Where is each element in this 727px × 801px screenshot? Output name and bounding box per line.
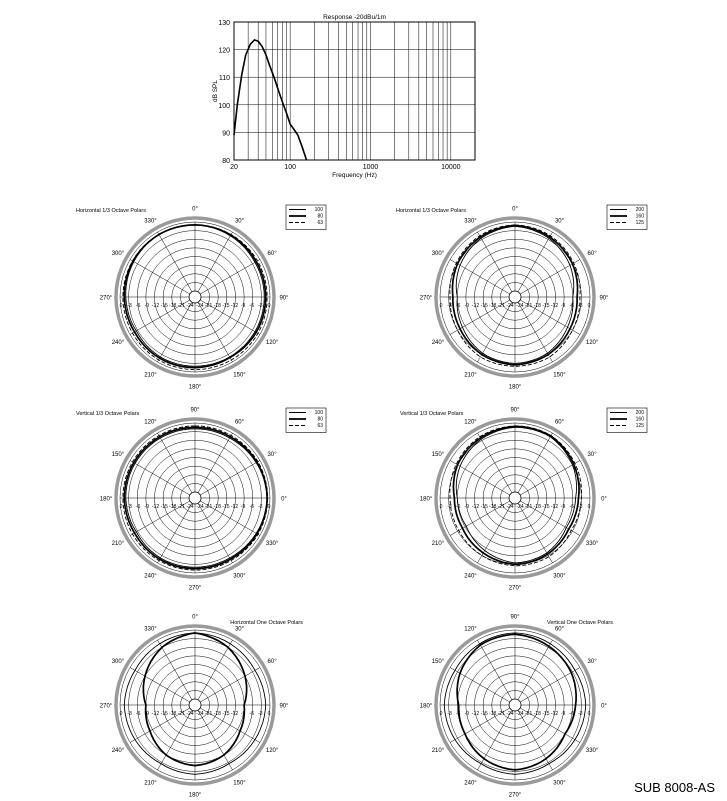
polar-angle-label: 300°	[431, 251, 445, 257]
polar-radial-label-right: -3	[578, 711, 583, 717]
polar-legend-label: 125	[635, 423, 644, 429]
polar-radial-label-left: -15	[480, 303, 488, 309]
polar-radial-label-right: -12	[230, 504, 239, 510]
polar-angle-label: 60°	[234, 419, 245, 426]
polar-angle-label: 120°	[265, 340, 279, 346]
x-tick-label: 20	[230, 164, 238, 171]
polar-legend-label: 160	[635, 416, 644, 423]
polar-radial-label-right: -12	[550, 303, 559, 309]
polar-spoke	[198, 433, 233, 493]
polar-angle-label: 60°	[267, 251, 277, 257]
polar-angle-label: 270°	[419, 295, 433, 302]
polar-radial-label-left: -9	[464, 303, 470, 309]
polar-radial-label-right: -15	[542, 303, 550, 309]
polar-radial-label-left: -15	[480, 711, 488, 717]
polar-radial-label-left: -6	[456, 303, 461, 309]
polar-radial-label-right: -15	[222, 711, 230, 717]
polar-title: Vertical 1/3 Octave Polars	[400, 411, 464, 417]
polar-spoke	[520, 260, 580, 295]
polar-radial-label-right: -15	[542, 504, 550, 510]
polar-angle-label: 240°	[464, 780, 477, 787]
polar-angle-label: 270°	[508, 585, 522, 592]
polar-angle-label: 90°	[190, 407, 200, 414]
polar-angle-label: 210°	[111, 541, 125, 547]
polar-legend-label: 200	[635, 410, 644, 416]
polar-radial-label-left: -6	[136, 711, 141, 717]
polar-spoke	[478, 503, 513, 563]
polar-angle-label: 120°	[585, 340, 599, 346]
polar-radial-label-left: -3	[127, 711, 132, 717]
polar-angle-label: 330°	[144, 626, 157, 633]
polar-radial-label-left: -21	[177, 303, 185, 309]
polar-center-ring	[189, 699, 201, 711]
polar-angle-label: 60°	[587, 251, 597, 257]
polar-radial-label-right: -6	[569, 303, 574, 309]
polar-angle-label: 150°	[233, 780, 246, 787]
polar-radial-label-left: -12	[471, 504, 480, 510]
polar-radial-label-right: -18	[213, 711, 221, 717]
polar-radial-label-left: -15	[160, 711, 168, 717]
x-tick-label: 1000	[362, 164, 379, 171]
polar-radial-label-right: 0	[267, 711, 271, 717]
polar-radial-label-left: -24	[186, 711, 194, 717]
polar-angle-label: 90°	[599, 295, 609, 302]
polar-radial-label-left: -18	[169, 303, 177, 309]
polar-spoke	[130, 668, 190, 703]
polar-spoke	[518, 710, 553, 770]
polar-radial-label-left: -21	[497, 711, 505, 717]
polar-spoke	[198, 503, 233, 563]
response-y-label: dB SPL	[212, 79, 219, 103]
polar-radial-label-left: -18	[489, 504, 497, 510]
polar-angle-label: 240°	[111, 340, 125, 346]
polar-radial-label-right: -9	[240, 303, 246, 309]
polar-angle-label: 60°	[554, 419, 565, 426]
polar-radial-label-left: -6	[456, 504, 461, 510]
polar-legend-label: 63	[317, 220, 323, 226]
polar-radial-label-left: -24	[506, 711, 514, 717]
polar-angle-label: 330°	[144, 218, 157, 225]
polar-spoke	[478, 232, 513, 292]
polar-radial-label-right: 0	[587, 504, 591, 510]
polar-radial-label-left: 0	[119, 504, 123, 510]
polar-angle-label: 180°	[188, 384, 202, 391]
polar-radial-label-left: -6	[136, 303, 141, 309]
polar-angle-label: 90°	[510, 614, 520, 621]
polar-radial-label-right: -6	[569, 504, 574, 510]
polar-radial-label-right: -3	[258, 303, 263, 309]
polar-center-ring	[509, 492, 521, 504]
polar-radial-label-right: -21	[525, 504, 533, 510]
polar-angle-label: 300°	[233, 573, 246, 580]
polar-chart-1	[76, 205, 326, 391]
polar-legend-label: 100	[314, 410, 323, 416]
polar-radial-label-left: -3	[127, 504, 132, 510]
polar-radial-label-right: -3	[258, 711, 263, 717]
polar-radial-label-right: -3	[258, 504, 263, 510]
polar-radial-label-right: 0	[587, 711, 591, 717]
response-curve	[234, 40, 307, 160]
polar-angle-label: 270°	[508, 792, 522, 799]
polar-radial-label-left: -18	[169, 711, 177, 717]
polar-radial-label-left: -3	[447, 711, 452, 717]
polar-spoke	[518, 433, 553, 493]
polar-spoke	[200, 668, 260, 703]
polar-radial-label-left: -6	[456, 711, 461, 717]
response-grid	[234, 22, 475, 160]
polar-chart-2	[396, 205, 647, 391]
polar-radial-label-right: -18	[533, 504, 541, 510]
polar-angle-label: 30°	[267, 452, 277, 458]
polar-radial-label-left: -24	[506, 303, 514, 309]
polar-angle-label: 30°	[234, 218, 245, 225]
polar-radial-label-right: -24	[196, 711, 204, 717]
polar-radial-label-left: -18	[489, 303, 497, 309]
polar-angle-label: 240°	[111, 748, 125, 754]
polar-spoke	[158, 232, 193, 292]
polar-spoke	[158, 302, 193, 362]
response-title: Response -20dBu/1m	[323, 14, 386, 21]
y-tick-label: 90	[222, 130, 230, 138]
polar-angle-label: 300°	[553, 780, 566, 787]
polar-legend-label: 80	[317, 416, 323, 423]
polar-radial-label-right: -12	[230, 711, 239, 717]
y-tick-label: 130	[218, 20, 230, 27]
response-chart	[212, 14, 475, 179]
polar-spoke	[198, 640, 233, 700]
y-tick-label: 120	[218, 47, 230, 55]
polar-radial-label-right: -9	[240, 504, 246, 510]
polar-radial-label-right: -18	[213, 303, 221, 309]
polar-radial-label-left: -21	[177, 504, 185, 510]
polar-radial-label-left: -6	[136, 504, 141, 510]
polar-radial-label-right: -24	[516, 303, 524, 309]
polar-radial-label-right: 0	[587, 303, 591, 309]
polar-angle-label: 330°	[585, 748, 599, 754]
polar-angle-label: 60°	[267, 659, 277, 665]
polar-radial-label-right: -9	[560, 303, 566, 309]
polar-legend	[286, 408, 326, 433]
polar-angle-label: 180°	[99, 496, 113, 503]
polar-title: Horizontal One Octave Polars	[230, 620, 303, 626]
response-x-label: Frequency (Hz)	[332, 172, 377, 179]
polar-radial-label-left: -21	[497, 504, 505, 510]
polar-radial-label-right: 0	[267, 303, 271, 309]
polar-angle-label: 150°	[111, 452, 125, 458]
polar-radial-label-left: -3	[447, 504, 452, 510]
polar-radial-label-left: -15	[160, 303, 168, 309]
x-tick-label: 100	[284, 164, 296, 171]
polar-angle-label: 300°	[111, 659, 125, 665]
polar-spoke	[198, 302, 233, 362]
polar-radial-label-right: -24	[196, 303, 204, 309]
polar-angle-label: 30°	[587, 452, 597, 458]
polar-spoke	[200, 260, 260, 295]
polar-radial-label-right: -21	[205, 504, 213, 510]
polar-radial-label-left: -9	[144, 504, 150, 510]
polar-spoke	[158, 640, 193, 700]
polar-spoke	[478, 433, 513, 493]
polar-spoke	[520, 461, 580, 496]
polar-legend	[607, 408, 647, 433]
polar-title: Horizontal 1/3 Octave Polars	[76, 208, 147, 214]
polar-radial-label-left: -12	[471, 711, 480, 717]
polar-spoke	[130, 260, 190, 295]
polar-radial-label-right: -9	[240, 711, 246, 717]
polar-radial-label-right: -12	[550, 711, 559, 717]
polar-angle-label: 330°	[265, 541, 279, 547]
polar-angle-label: 150°	[553, 372, 566, 379]
polar-legend-label: 80	[317, 213, 323, 220]
polar-chart-4	[400, 408, 647, 592]
polar-angle-label: 0°	[601, 703, 607, 710]
polar-radial-label-left: -21	[497, 303, 505, 309]
polar-angle-label: 150°	[431, 452, 445, 458]
polar-angle-label: 180°	[419, 496, 433, 503]
polar-radial-label-left: -3	[447, 303, 452, 309]
polar-angle-label: 30°	[554, 218, 565, 225]
polar-angle-label: 0°	[281, 496, 287, 503]
polar-radial-label-left: -9	[464, 504, 470, 510]
polar-spoke	[450, 668, 510, 703]
polar-spoke	[518, 232, 553, 292]
polar-angle-label: 270°	[99, 703, 113, 710]
polar-chart-6	[420, 615, 613, 799]
polar-spoke	[158, 433, 193, 493]
polar-angle-label: 270°	[99, 295, 113, 302]
polar-radial-label-left: 0	[439, 303, 443, 309]
polar-angle-label: 210°	[431, 748, 445, 754]
polar-radial-label-right: -9	[560, 504, 566, 510]
polar-angle-label: 90°	[510, 407, 520, 414]
polar-angle-label: 120°	[464, 626, 477, 633]
polar-angle-label: 120°	[144, 419, 157, 426]
polar-angle-label: 270°	[188, 585, 202, 592]
polar-angle-label: 90°	[279, 703, 289, 710]
polar-radial-label-right: -9	[560, 711, 566, 717]
polar-radial-label-right: -18	[533, 711, 541, 717]
polar-center-ring	[189, 492, 201, 504]
polar-spoke	[450, 260, 510, 295]
polar-angle-label: 150°	[431, 659, 445, 665]
polar-radial-label-right: 0	[267, 504, 271, 510]
polar-title: Vertical 1/3 Octave Polars	[76, 411, 140, 417]
polar-radial-label-right: -21	[205, 303, 213, 309]
polar-radial-label-left: -15	[480, 504, 488, 510]
polar-angle-label: 330°	[585, 541, 599, 547]
polar-angle-label: 0°	[192, 614, 198, 621]
polar-radial-label-right: -24	[196, 504, 204, 510]
polar-radial-label-left: -12	[151, 711, 160, 717]
polar-angle-label: 120°	[265, 748, 279, 754]
polar-spoke	[518, 640, 553, 700]
polar-legend-label: 160	[635, 213, 644, 220]
polar-angle-label: 180°	[188, 792, 202, 799]
polar-radial-label-left: -12	[471, 303, 480, 309]
polar-radial-label-right: -15	[542, 711, 550, 717]
polar-radial-label-right: -21	[205, 711, 213, 717]
polar-radial-label-right: -18	[533, 303, 541, 309]
polar-radial-label-left: 0	[119, 303, 123, 309]
polar-angle-label: 210°	[464, 372, 477, 379]
polar-angle-label: 180°	[419, 703, 433, 710]
polar-spoke	[200, 461, 260, 496]
polar-radial-label-left: -18	[489, 711, 497, 717]
polar-legend-label: 125	[635, 220, 644, 226]
polar-radial-label-right: -6	[249, 303, 254, 309]
polar-radial-label-left: -18	[169, 504, 177, 510]
polar-spoke	[478, 640, 513, 700]
polar-angle-label: 60°	[554, 626, 565, 633]
polar-angle-label: 150°	[233, 372, 246, 379]
polar-radial-label-right: -12	[550, 504, 559, 510]
y-tick-label: 80	[222, 158, 230, 165]
polar-angle-label: 90°	[279, 295, 289, 302]
polar-legend	[286, 205, 326, 230]
polar-legend-label: 200	[635, 207, 644, 213]
polar-angle-label: 210°	[144, 780, 157, 787]
polar-radial-label-right: -15	[222, 504, 230, 510]
polar-radial-label-left: -3	[127, 303, 132, 309]
polar-center-ring	[189, 291, 201, 303]
polar-angle-label: 120°	[464, 419, 477, 426]
polar-radial-label-left: -9	[464, 711, 470, 717]
polar-legend-label: 100	[314, 207, 323, 213]
polar-radial-label-left: -24	[186, 303, 194, 309]
polar-radial-label-left: -9	[144, 303, 150, 309]
polar-radial-label-left: -15	[160, 504, 168, 510]
polar-center-ring	[509, 699, 521, 711]
polar-radial-label-right: -24	[516, 711, 524, 717]
polar-angle-label: 240°	[144, 573, 157, 580]
polar-angle-label: 30°	[234, 626, 245, 633]
polar-radial-label-right: -3	[578, 504, 583, 510]
polar-radial-label-left: -12	[151, 504, 160, 510]
polar-radial-label-left: -9	[144, 711, 150, 717]
polar-angle-label: 330°	[464, 218, 477, 225]
polar-series-curve	[457, 634, 576, 770]
polar-angle-label: 0°	[512, 206, 518, 213]
polar-radial-label-right: -6	[249, 504, 254, 510]
polar-legend	[607, 205, 647, 230]
model-footer-label: SUB 8008-AS	[634, 780, 715, 795]
polar-radial-label-left: 0	[439, 504, 443, 510]
polar-angle-label: 0°	[601, 496, 607, 503]
polar-radial-label-right: -12	[230, 303, 239, 309]
polar-radial-label-right: -6	[249, 711, 254, 717]
polar-radial-label-right: -18	[213, 504, 221, 510]
polar-title: Horizontal 1/3 Octave Polars	[396, 208, 467, 214]
polar-radial-label-left: -12	[151, 303, 160, 309]
polar-radial-label-right: -24	[516, 504, 524, 510]
polar-radial-label-left: -24	[506, 504, 514, 510]
polar-spoke	[450, 461, 510, 496]
polar-angle-label: 210°	[431, 541, 445, 547]
polar-title: Vertical One Octave Polars	[546, 620, 613, 626]
y-tick-label: 110	[218, 75, 230, 83]
polar-legend-label: 63	[317, 423, 323, 429]
y-tick-label: 100	[218, 102, 230, 110]
polar-angle-label: 240°	[464, 573, 477, 580]
polar-radial-label-right: -21	[525, 303, 533, 309]
polar-radial-label-left: 0	[119, 711, 123, 717]
polar-spoke	[198, 232, 233, 292]
polar-angle-label: 30°	[587, 659, 597, 665]
polar-angle-label: 300°	[553, 573, 566, 580]
polar-angle-label: 0°	[192, 206, 198, 213]
polar-radial-label-right: -21	[525, 711, 533, 717]
polar-angle-label: 180°	[508, 384, 522, 391]
polar-angle-label: 300°	[111, 251, 125, 257]
polar-chart-5	[100, 615, 303, 799]
polar-radial-label-left: -21	[177, 711, 185, 717]
polar-spoke	[478, 710, 513, 770]
polar-chart-3	[76, 408, 326, 592]
response-plot-frame	[234, 22, 475, 160]
polar-radial-label-right: -15	[222, 303, 230, 309]
polar-spoke	[130, 461, 190, 496]
polar-spoke	[158, 503, 193, 563]
polar-angle-label: 210°	[144, 372, 157, 379]
polar-radial-label-right: -6	[569, 711, 574, 717]
polar-angle-label: 240°	[431, 340, 445, 346]
polar-radial-label-right: -3	[578, 303, 583, 309]
x-tick-label: 10000	[441, 164, 461, 171]
polar-center-ring	[509, 291, 521, 303]
polar-radial-label-left: 0	[439, 711, 443, 717]
polar-radial-label-left: -24	[186, 504, 194, 510]
